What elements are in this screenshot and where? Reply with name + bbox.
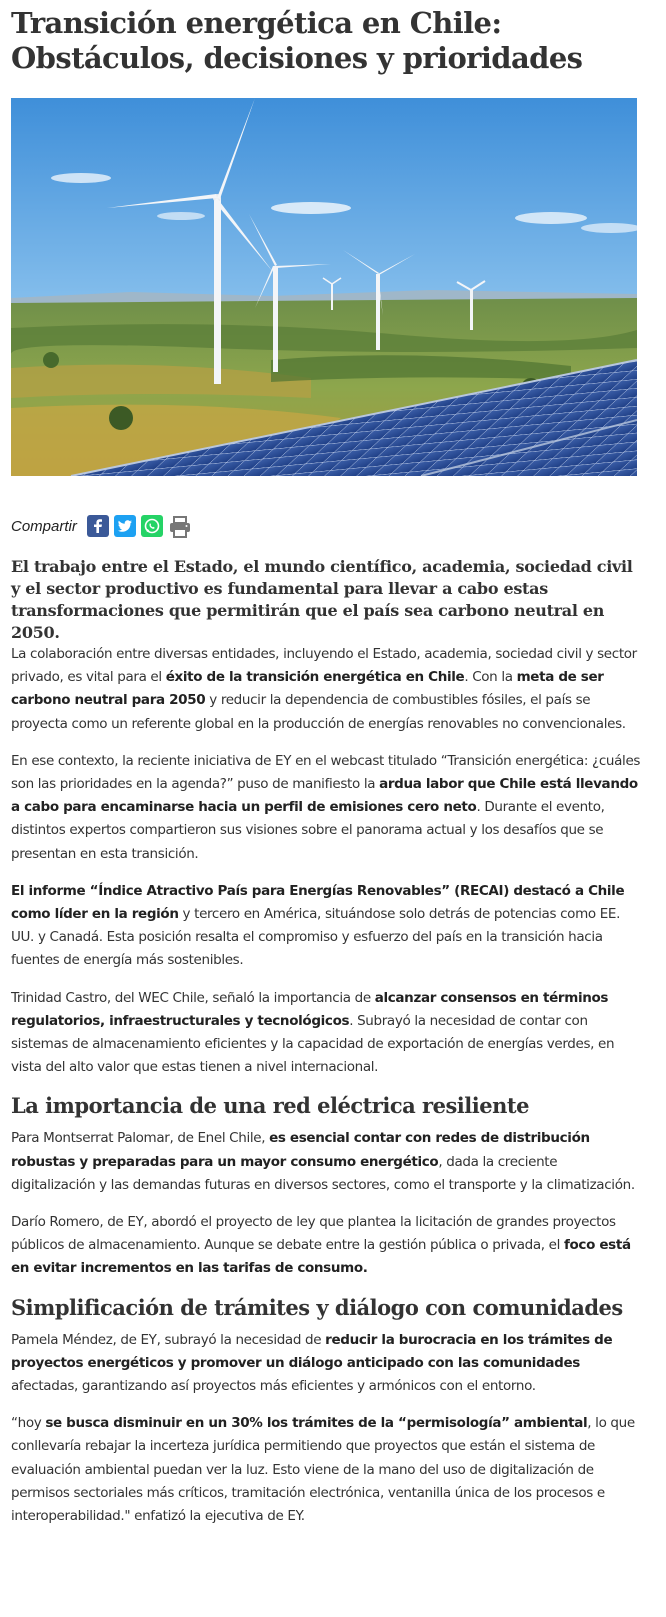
hero-image — [11, 98, 637, 476]
article-title — [11, 6, 641, 76]
paragraph-highlight: se busca disminuir en un 30% los trámites de la “permisología” ambiental — [45, 1415, 588, 1432]
paragraph-text: La colaboración entre diversas entidades, incluyendo el Estado, academia, sociedad civil y sector privado, es vital para el — [11, 646, 637, 686]
paragraph-highlight: El informe “Índice Atractivo País para Energías Renovables” (RECAI) destacó a Chile como líder en la región — [11, 882, 625, 923]
paragraph-6 — [11, 1211, 641, 1281]
paragraph-1 — [11, 643, 641, 736]
paragraph-text: , dada la creciente digitalización y las demandas futuras en diversos sectores, como el transporte y la climatización. — [11, 1153, 635, 1193]
share-label: Compartir — [11, 517, 77, 535]
paragraph-highlight: ardua labor que Chile está llevando a cabo para encaminarse hacia un perfil de emisiones cero neto — [11, 776, 638, 816]
article-body — [11, 643, 641, 1542]
article-title-line-1: Transición energética en Chile: — [11, 6, 502, 40]
paragraph-text: y reducir la dependencia de combustibles fósiles, el país se proyecta como un referente global en la producción de energías renovables no convencionales. — [11, 692, 626, 732]
share-bar — [11, 513, 195, 539]
paragraph-highlight: reducir la burocracia en los trámites de proyectos energéticos y promover un diálogo anticipado con las comunidades — [11, 1331, 613, 1371]
paragraph-8 — [11, 1412, 641, 1528]
paragraph-text: y tercero en América, situándose solo detrás de potencias como EE. UU. y Canadá. Esta posición resalta el compromiso y esfuerzo del país en la transición hacia fuentes de energía más sostenibles. — [11, 906, 621, 969]
paragraph-2 — [11, 750, 641, 866]
paragraph-highlight: foco está en evitar incrementos en las tarifas de consumo. — [11, 1237, 631, 1277]
section-heading-procedures: Simplificación de trámites y diálogo con comunidades — [11, 1294, 623, 1320]
twitter-icon[interactable] — [114, 515, 136, 537]
paragraph-highlight: alcanzar consensos en términos regulatorios, infraestructurales y tecnológicos — [11, 989, 609, 1029]
whatsapp-icon[interactable] — [141, 515, 163, 537]
paragraph-text: afectadas, garantizando así proyectos más eficientes y armónicos con el entorno. — [11, 1378, 536, 1395]
article-title-line-2: Obstáculos, decisiones y prioridades — [11, 41, 583, 75]
paragraph-3 — [11, 880, 641, 973]
print-icon[interactable] — [168, 515, 190, 537]
section-heading-grid: La importancia de una red eléctrica resiliente — [11, 1093, 529, 1119]
paragraph-highlight: es esencial contar con redes de distribución robustas y preparadas para un mayor consumo energético — [11, 1130, 590, 1170]
paragraph-text: Para Montserrat Palomar, de Enel Chile, — [11, 1130, 270, 1147]
article-lead: El trabajo entre el Estado, el mundo científico, academia, sociedad civil y el sector productivo es fundamental para llevar a cabo estas transformaciones que permitirán que el país sea carbono neutral en 2050. — [11, 557, 633, 642]
paragraph-text: Darío Romero, de EY, abordó el proyecto de ley que plantea la licitación de grandes proyectos públicos de almacenamiento. Aunque se debate entre la gestión pública o privada, el — [11, 1214, 616, 1254]
paragraph-7 — [11, 1329, 641, 1399]
paragraph-4 — [11, 987, 641, 1080]
paragraph-text: . Con la — [464, 669, 517, 686]
paragraph-text: “hoy — [11, 1415, 46, 1432]
paragraph-text: , lo que conllevaría rebajar la incerteza jurídica permitiendo que proyectos que están el sistema de evaluación ambiental puedan ver la luz. Esto viene de la mano del uso de digitalización de permisos sectoriales más críticos, tramitación electrónica, ventanilla única de los procesos e interoperabilidad." enfatizó la ejecutiva de EY. — [11, 1415, 635, 1525]
paragraph-5 — [11, 1127, 641, 1197]
paragraph-text: Pamela Méndez, de EY, subrayó la necesidad de — [11, 1331, 326, 1348]
paragraph-highlight: meta de ser carbono neutral para 2050 — [11, 669, 604, 709]
paragraph-text: En ese contexto, la reciente iniciativa de EY en el webcast titulado “Transición energética: ¿cuáles son las prioridades en la agenda?” puso de manifiesto la — [11, 752, 641, 793]
paragraph-highlight: éxito de la transición energética en Chile — [165, 669, 465, 686]
paragraph-text: Trinidad Castro, del WEC Chile, señaló la importancia de — [11, 989, 375, 1006]
paragraph-text: . Durante el evento, distintos expertos compartieron sus visiones sobre el panorama actual y los desafíos que se presentan en esta transición. — [11, 799, 605, 862]
paragraph-text: . Subrayó la necesidad de contar con sistemas de almacenamiento eficientes y la capacidad de exportación de energías verdes, en vista del alto valor que estas tienen a nivel internacional. — [11, 1012, 615, 1076]
facebook-icon[interactable] — [87, 515, 109, 537]
